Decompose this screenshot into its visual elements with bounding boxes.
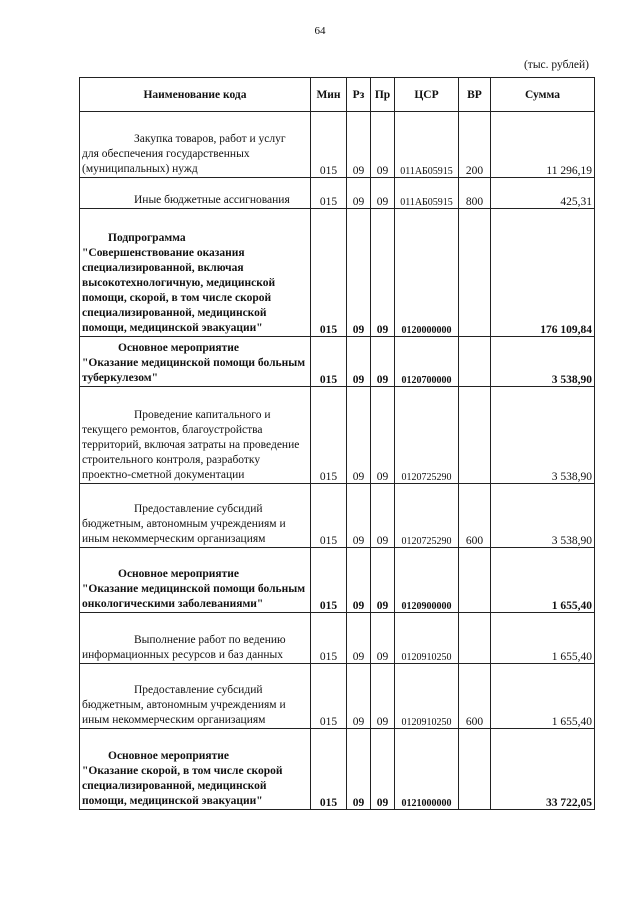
- row-vr: [459, 337, 491, 387]
- row-sum: 425,31: [491, 178, 595, 209]
- row-vr: 800: [459, 178, 491, 209]
- row-vr: [459, 729, 491, 810]
- row-name-lead: Иные бюджетные ассигнования: [134, 194, 290, 206]
- row-csr: 0120910250: [395, 664, 459, 729]
- row-min: 015: [311, 387, 347, 484]
- row-name-lead: Предоставление субсидий: [134, 684, 263, 696]
- row-name-lead: Основное мероприятие: [118, 342, 240, 354]
- units-label: (тыс. рублей): [523, 59, 589, 71]
- header-sum: Сумма: [491, 78, 595, 112]
- row-csr: 011АБ05915: [395, 178, 459, 209]
- row-name-lead: Проведение капитального и: [134, 409, 271, 421]
- row-min: 015: [311, 178, 347, 209]
- row-name-lead: Закупка товаров, работ и услуг: [134, 133, 286, 145]
- header-csr: ЦСР: [395, 78, 459, 112]
- row-rz: 09: [347, 484, 371, 548]
- row-name-rest: "Оказание скорой, в том числе скорой специализированной, медицинской помощи, медицинской эвакуации": [82, 765, 283, 807]
- row-sum: 1 655,40: [491, 613, 595, 664]
- row-name: [80, 729, 311, 810]
- row-rz: 09: [347, 613, 371, 664]
- table-row: [80, 548, 595, 613]
- table-row: [80, 112, 595, 178]
- row-name-lead: Выполнение работ по ведению: [134, 634, 286, 646]
- row-vr: 600: [459, 484, 491, 548]
- row-vr: 600: [459, 664, 491, 729]
- row-vr: [459, 613, 491, 664]
- row-min: 015: [311, 613, 347, 664]
- row-csr: 0120900000: [395, 548, 459, 613]
- header-row: [80, 78, 595, 112]
- row-min: 015: [311, 729, 347, 810]
- row-csr: 0120725290: [395, 387, 459, 484]
- row-name-rest: "Оказание медицинской помощи больным туберкулезом": [82, 357, 306, 384]
- table-row: [80, 484, 595, 548]
- table-row: [80, 613, 595, 664]
- row-name-rest: информационных ресурсов и баз данных: [82, 649, 284, 661]
- row-pr: 09: [371, 387, 395, 484]
- row-name: [80, 337, 311, 387]
- row-rz: 09: [347, 664, 371, 729]
- row-rz: 09: [347, 112, 371, 178]
- row-pr: 09: [371, 112, 395, 178]
- row-pr: 09: [371, 178, 395, 209]
- row-name: [80, 178, 311, 209]
- row-vr: [459, 548, 491, 613]
- row-min: 015: [311, 664, 347, 729]
- row-csr: 0120910250: [395, 613, 459, 664]
- row-name-lead: Предоставление субсидий: [134, 503, 263, 515]
- row-sum: 11 296,19: [491, 112, 595, 178]
- row-rz: 09: [347, 209, 371, 337]
- header-vr: ВР: [459, 78, 491, 112]
- row-sum: 1 655,40: [491, 664, 595, 729]
- row-pr: 09: [371, 337, 395, 387]
- row-name-lead: Подпрограмма: [108, 232, 186, 244]
- row-min: 015: [311, 209, 347, 337]
- row-name-rest: бюджетным, автономным учреждениям и иным некоммерческим организациям: [82, 518, 286, 545]
- row-sum: 33 722,05: [491, 729, 595, 810]
- row-name: [80, 209, 311, 337]
- page-number: 64: [314, 25, 326, 37]
- row-name-lead: Основное мероприятие: [108, 750, 230, 762]
- row-sum: 3 538,90: [491, 337, 595, 387]
- row-name-rest: "Совершенствование оказания специализированной, включая высокотехнологичную, медицинской помощи, скорой, в том числе скорой специализированной, медицинской помощи, медицинской эвакуации": [82, 247, 276, 334]
- row-min: 015: [311, 337, 347, 387]
- row-name-lead: Основное мероприятие: [118, 568, 240, 580]
- row-name-rest: "Оказание медицинской помощи больным онкологическими заболеваниями": [82, 583, 306, 610]
- row-name: [80, 664, 311, 729]
- row-csr: 011АБ05915: [395, 112, 459, 178]
- row-csr: 0120700000: [395, 337, 459, 387]
- header-rz: Рз: [347, 78, 371, 112]
- row-sum: 3 538,90: [491, 387, 595, 484]
- row-vr: 200: [459, 112, 491, 178]
- row-pr: 09: [371, 484, 395, 548]
- row-name: [80, 613, 311, 664]
- header-min: Мин: [311, 78, 347, 112]
- table-row: [80, 209, 595, 337]
- table-row: [80, 387, 595, 484]
- table-row: [80, 664, 595, 729]
- row-csr: 0120725290: [395, 484, 459, 548]
- row-rz: 09: [347, 548, 371, 613]
- row-sum: 1 655,40: [491, 548, 595, 613]
- row-name-rest: текущего ремонтов, благоустройства территорий, включая затраты на проведение строительного контроля, разработку проектно-сметной документации: [82, 424, 300, 481]
- row-vr: [459, 209, 491, 337]
- row-pr: 09: [371, 209, 395, 337]
- row-pr: 09: [371, 613, 395, 664]
- row-csr: 0120000000: [395, 209, 459, 337]
- row-min: 015: [311, 548, 347, 613]
- row-rz: 09: [347, 387, 371, 484]
- row-name-rest: бюджетным, автономным учреждениям и иным некоммерческим организациям: [82, 699, 286, 726]
- table-row: [80, 337, 595, 387]
- row-pr: 09: [371, 548, 395, 613]
- row-min: 015: [311, 484, 347, 548]
- row-csr: 0121000000: [395, 729, 459, 810]
- row-sum: 176 109,84: [491, 209, 595, 337]
- row-name: [80, 548, 311, 613]
- budget-table: [79, 77, 595, 810]
- row-name: [80, 112, 311, 178]
- row-name-rest: для обеспечения государственных (муниципальных) нужд: [82, 148, 250, 175]
- header-pr: Пр: [371, 78, 395, 112]
- row-rz: 09: [347, 337, 371, 387]
- row-vr: [459, 387, 491, 484]
- row-name: [80, 484, 311, 548]
- row-sum: 3 538,90: [491, 484, 595, 548]
- row-pr: 09: [371, 729, 395, 810]
- row-name: [80, 387, 311, 484]
- header-name: Наименование кода: [80, 78, 311, 112]
- table-row: [80, 729, 595, 810]
- row-min: 015: [311, 112, 347, 178]
- row-rz: 09: [347, 729, 371, 810]
- row-pr: 09: [371, 664, 395, 729]
- row-rz: 09: [347, 178, 371, 209]
- table-row: [80, 178, 595, 209]
